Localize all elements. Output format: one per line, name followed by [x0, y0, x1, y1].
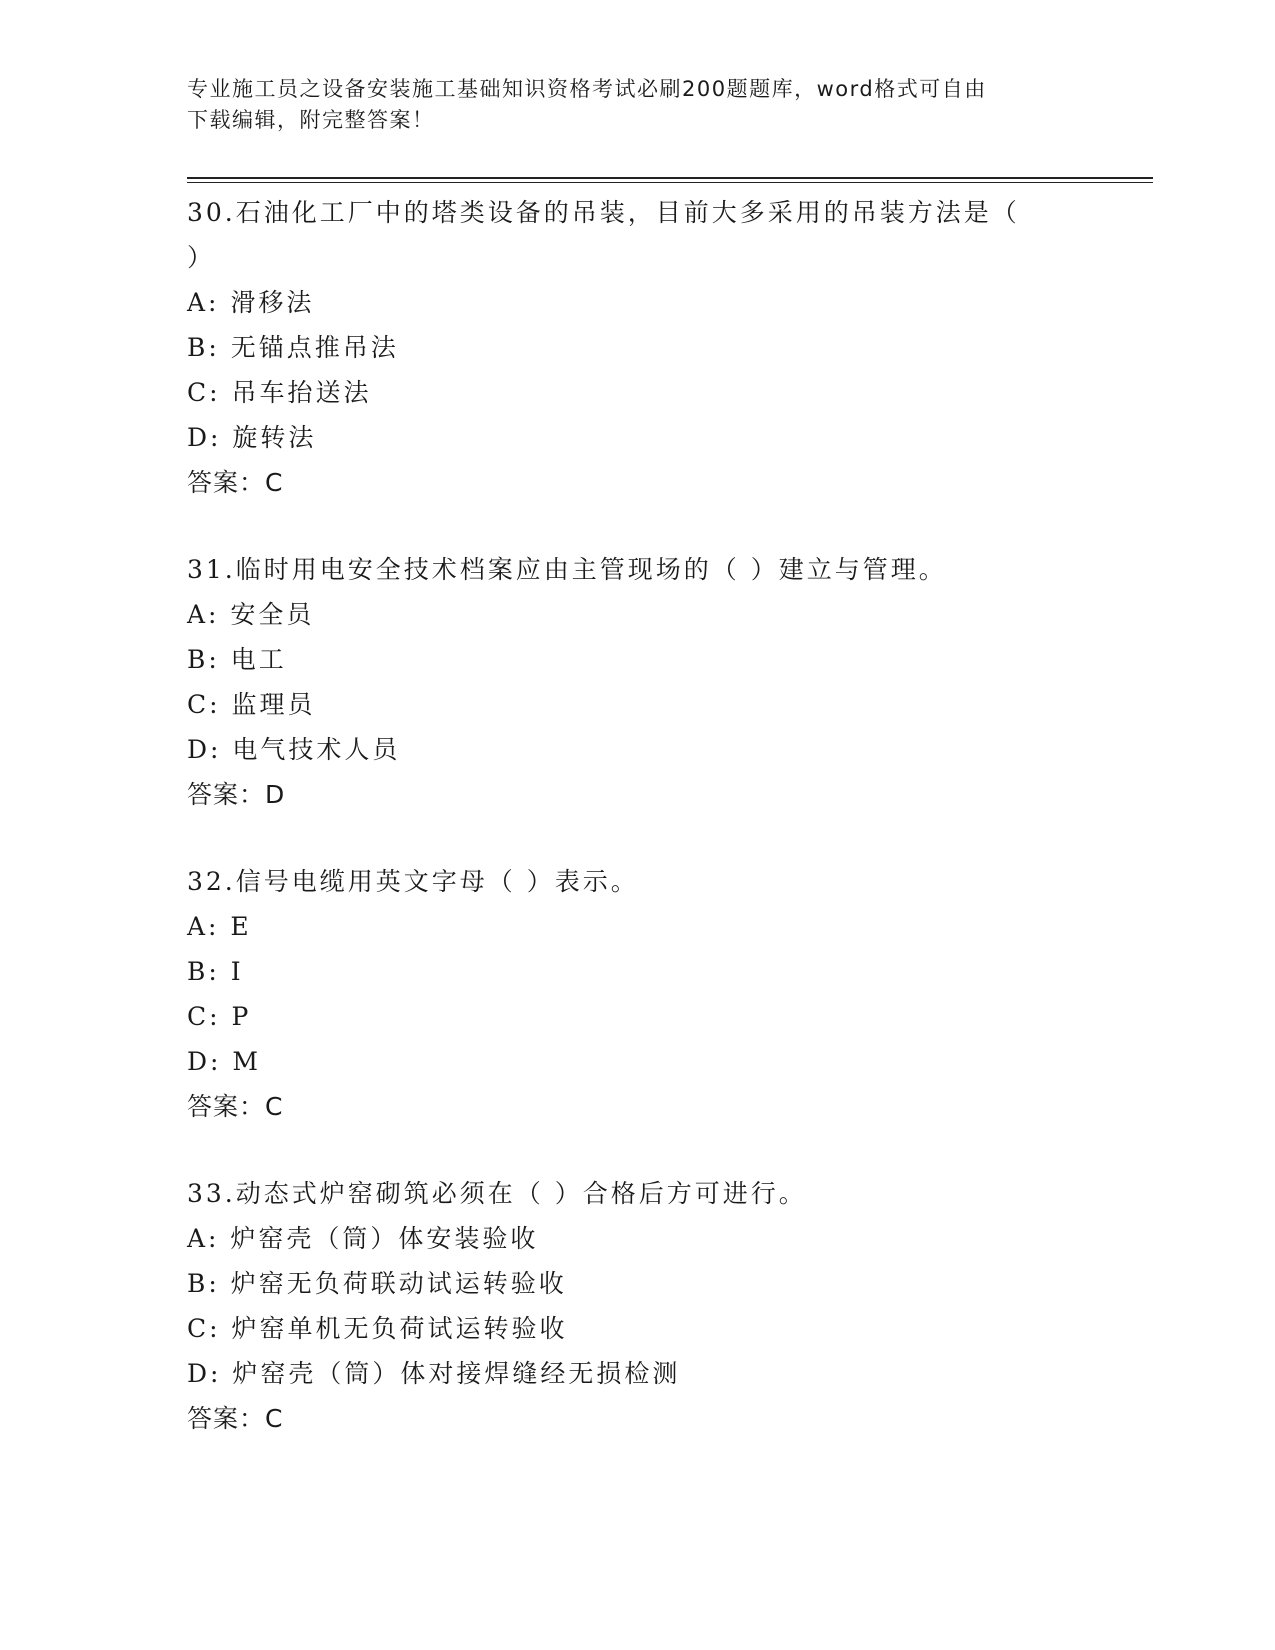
option-c: C: 监理员 — [187, 690, 316, 719]
answer: 答案：C — [187, 1404, 284, 1433]
option-a: A: 炉窑壳（筒）体安装验收 — [187, 1224, 539, 1253]
option-a: A: 安全员 — [187, 600, 315, 629]
question-list — [187, 190, 1087, 1483]
option-a: A: 滑移法 — [187, 288, 315, 317]
question-30 — [187, 190, 1087, 505]
option-b: B: 无锚点推吊法 — [187, 333, 399, 362]
question-33 — [187, 1171, 1087, 1441]
option-b: B: 炉窑无负荷联动试运转验收 — [187, 1269, 567, 1298]
question-stem: 32.信号电缆用英文字母（ ）表示。 — [187, 867, 639, 896]
question-stem: 33.动态式炉窑砌筑必须在（ ）合格后方可进行。 — [187, 1179, 807, 1208]
answer: 答案：C — [187, 1092, 284, 1121]
option-b: B: 电工 — [187, 645, 287, 674]
answer: 答案：C — [187, 468, 284, 497]
option-d: D: 电气技术人员 — [187, 735, 401, 764]
option-d: D: M — [187, 1047, 262, 1076]
question-32 — [187, 859, 1087, 1129]
header-divider-thin — [187, 182, 1153, 183]
option-d: D: 旋转法 — [187, 423, 317, 452]
option-c: C: 炉窑单机无负荷试运转验收 — [187, 1314, 568, 1343]
answer: 答案：D — [187, 780, 286, 809]
option-b: B: I — [187, 957, 244, 986]
option-d: D: 炉窑壳（筒）体对接焊缝经无损检测 — [187, 1359, 681, 1388]
question-stem: 31.临时用电安全技术档案应由主管现场的（ ）建立与管理。 — [187, 555, 947, 584]
question-31 — [187, 547, 1087, 817]
question-stem-continued: ） — [187, 243, 216, 272]
document-header — [187, 74, 1067, 136]
header-line-2: 下载编辑，附完整答案！ — [187, 108, 435, 132]
header-divider-thick — [187, 177, 1153, 179]
question-stem: 30.石油化工厂中的塔类设备的吊装，目前大多采用的吊装方法是（ — [187, 198, 1020, 227]
option-c: C: 吊车抬送法 — [187, 378, 372, 407]
header-line-1: 专业施工员之设备安装施工基础知识资格考试必刷200题题库，word格式可自由 — [187, 77, 987, 101]
option-a: A: E — [187, 912, 252, 941]
option-c: C: P — [187, 1002, 252, 1031]
